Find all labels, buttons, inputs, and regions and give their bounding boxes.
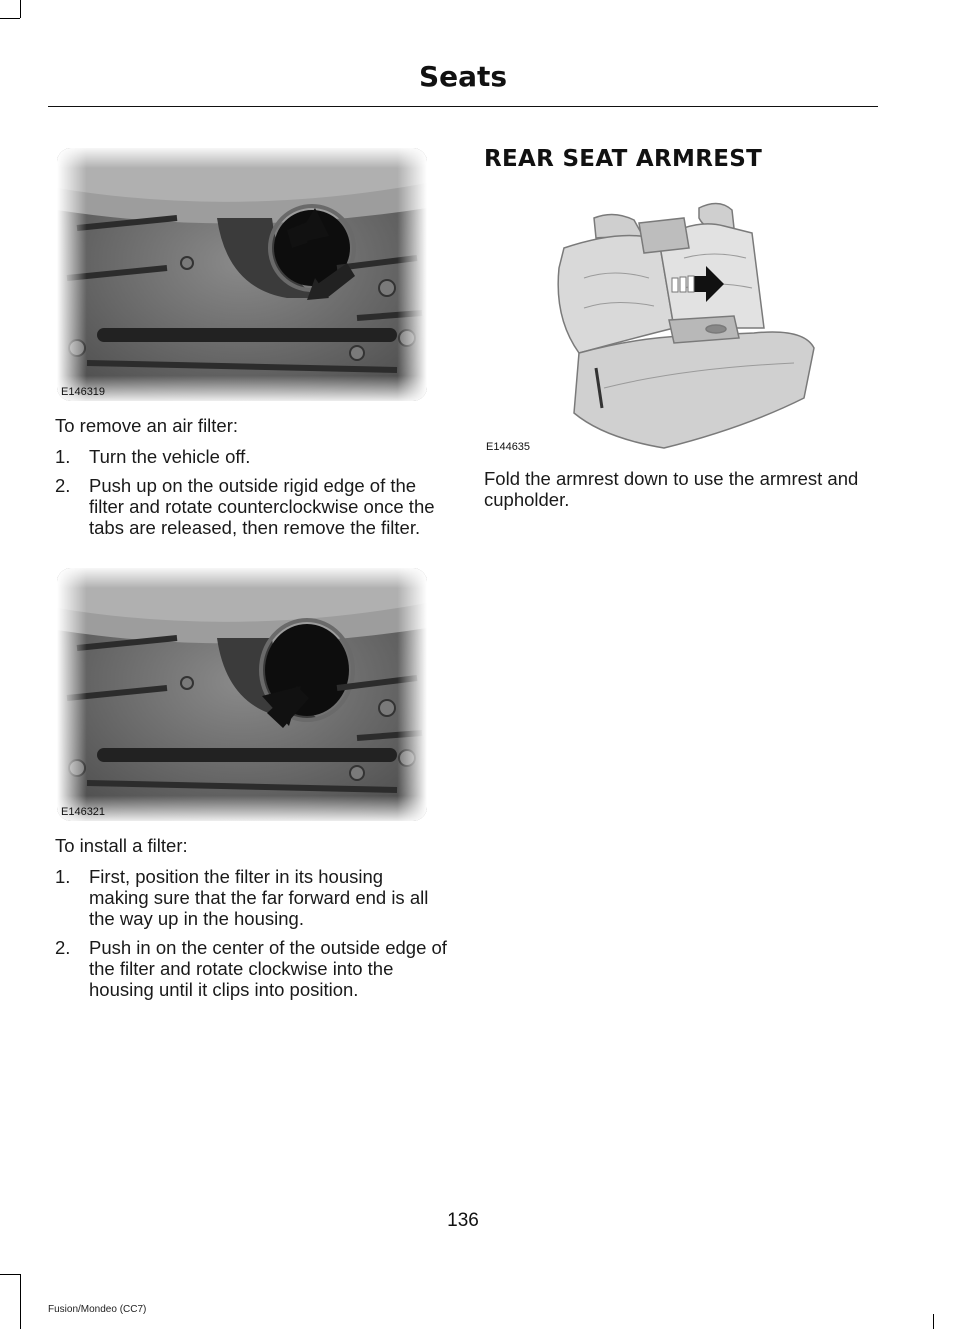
section-heading: REAR SEAT ARMREST bbox=[484, 146, 763, 172]
figure-code: E144635 bbox=[486, 441, 531, 453]
install-steps-list bbox=[55, 866, 447, 1008]
step-text: Push in on the center of the outside edge of the filter and rotate clockwise into the housing until it clips into position. bbox=[89, 937, 447, 1000]
crop-mark bbox=[933, 1314, 934, 1329]
step-number: 1. bbox=[55, 866, 71, 887]
header-divider bbox=[48, 106, 878, 107]
list-item bbox=[55, 446, 445, 467]
crop-mark bbox=[20, 0, 21, 18]
engine-bay-illustration bbox=[57, 148, 427, 401]
remove-steps-list bbox=[55, 446, 445, 546]
remove-intro: To remove an air filter: bbox=[55, 415, 239, 436]
step-number: 2. bbox=[55, 475, 71, 496]
rear-seat-armrest-figure bbox=[484, 188, 874, 458]
engine-bay-illustration bbox=[57, 568, 427, 821]
document-model: Fusion/Mondeo (CC7) bbox=[48, 1304, 147, 1315]
air-filter-install-figure bbox=[57, 568, 427, 821]
crop-mark bbox=[20, 1314, 21, 1329]
armrest-description: Fold the armrest down to use the armrest and cupholder. bbox=[484, 468, 859, 510]
list-item bbox=[55, 937, 447, 1000]
step-text: First, position the filter in its housing making sure that the far forward end is all the way up in the housing. bbox=[89, 866, 429, 929]
step-number: 1. bbox=[55, 446, 71, 467]
step-text: Turn the vehicle off. bbox=[89, 446, 251, 467]
list-item bbox=[55, 866, 447, 929]
list-item bbox=[55, 475, 445, 538]
page-title: Seats bbox=[418, 60, 508, 93]
step-number: 2. bbox=[55, 937, 71, 958]
crop-mark bbox=[0, 18, 20, 19]
page-number: 136 bbox=[447, 1210, 479, 1231]
air-filter-removal-figure bbox=[57, 148, 427, 401]
figure-code: E146321 bbox=[61, 806, 106, 818]
step-text: Push up on the outside rigid edge of the filter and rotate counterclockwise once the tabs are released, then remove the filter. bbox=[89, 475, 435, 538]
rear-seat-illustration bbox=[484, 188, 874, 458]
install-intro: To install a filter: bbox=[55, 835, 188, 856]
crop-mark bbox=[0, 1274, 20, 1275]
figure-code: E146319 bbox=[61, 386, 106, 398]
